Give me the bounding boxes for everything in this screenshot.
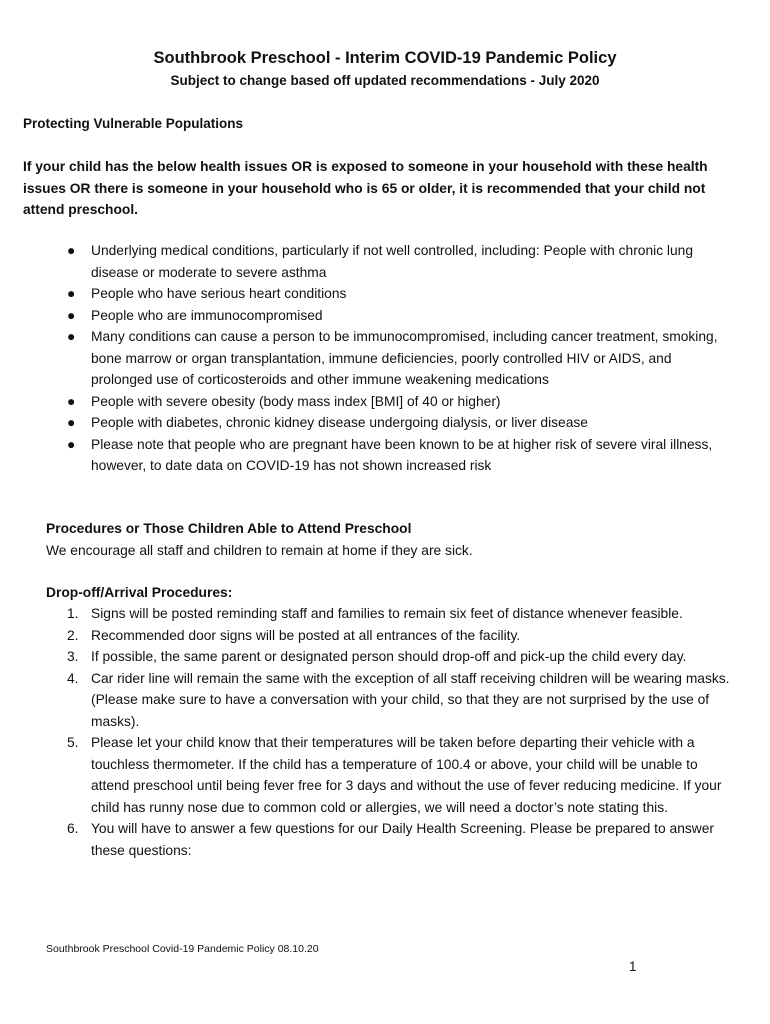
list-item-number: 2. (67, 627, 79, 643)
bullet-icon: ● (67, 307, 76, 323)
bullet-icon: ● (67, 393, 76, 409)
list-item-number: 1. (67, 606, 79, 621)
list-item (0, 240, 770, 283)
list-item-text: People who have serious heart conditions (91, 286, 347, 301)
vulnerable-populations-heading: Protecting Vulnerable Populations (23, 116, 244, 131)
bullet-icon: ● (67, 243, 76, 258)
list-item-text: Signs will be posted reminding staff and families to remain six feet of distance whenever feasible. (91, 606, 683, 621)
health-conditions-list (0, 240, 770, 477)
list-item-text: If possible, the same parent or designated person should drop-off and pick-up the child every day. (91, 649, 687, 664)
list-item-number: 3. (67, 649, 79, 664)
list-item-text: Car rider line will remain the same with the exception of all staff receiving children will be wearing masks. (Please make sure to have a conversation with your child, so that they are not surprised by the use of masks). (91, 670, 730, 729)
list-item-text: People who are immunocompromised (91, 307, 323, 323)
list-item-text: Underlying medical conditions, particularly if not well controlled, including: People with chronic lung disease or moderate to severe asthma (91, 243, 694, 280)
bullet-icon: ● (67, 329, 76, 344)
list-item-number: 4. (67, 670, 79, 686)
list-item-text: Recommended door signs will be posted at all entrances of the facility. (91, 627, 521, 643)
page-footer: Southbrook Preschool Covid-19 Pandemic Policy 08.10.20 (46, 943, 319, 955)
bullet-icon: ● (67, 436, 76, 452)
procedures-text: We encourage all staff and children to remain at home if they are sick. (46, 542, 473, 558)
dropoff-procedures-list (0, 603, 770, 861)
list-item-text: Many conditions can cause a person to be immunocompromised, including cancer treatment, smoking, bone marrow or organ transplantation, immune deficiencies, poorly controlled HIV or AIDS, and prolonged use of corticosteroids and other immune weakening medications (91, 329, 718, 387)
list-item (0, 603, 770, 625)
list-item-text: People with diabetes, chronic kidney disease undergoing dialysis, or liver disease (91, 415, 588, 430)
bullet-icon: ● (67, 415, 76, 430)
list-item-number: 6. (67, 821, 79, 836)
list-item (0, 668, 770, 733)
list-item (0, 818, 770, 861)
list-item (0, 391, 770, 413)
bullet-icon: ● (67, 286, 76, 301)
list-item-text: Please note that people who are pregnant have been known to be at higher risk of severe viral illness, however, to date data on COVID-19 has not shown increased risk (91, 436, 713, 473)
attendance-notice: If your child has the below health issues OR is exposed to someone in your household with these health issues OR there is someone in your household who is 65 or older, it is recommended that your child not attend preschool. (23, 159, 708, 217)
list-item-text: People with severe obesity (body mass index [BMI] of 40 or higher) (91, 393, 501, 409)
page-subtitle: Subject to change based off updated recommendations - July 2020 (170, 73, 600, 88)
list-item (0, 646, 770, 668)
procedures-heading: Procedures or Those Children Able to Attend Preschool (46, 521, 412, 536)
list-item (0, 434, 770, 477)
list-item-number: 5. (67, 735, 79, 750)
list-item (0, 326, 770, 391)
list-item (0, 732, 770, 818)
page-title: Southbrook Preschool - Interim COVID-19 Pandemic Policy (153, 49, 617, 67)
page-number: 1 (629, 959, 637, 974)
list-item (0, 625, 770, 647)
procedures-section (46, 518, 736, 561)
list-item (0, 412, 770, 434)
list-item (0, 283, 770, 305)
dropoff-heading: Drop-off/Arrival Procedures: (46, 585, 233, 600)
list-item (0, 305, 770, 327)
list-item-text: You will have to answer a few questions for our Daily Health Screening. Please be prepared to answer these questions: (91, 821, 715, 858)
list-item-text: Please let your child know that their temperatures will be taken before departing their vehicle with a touchless thermometer. If the child has a temperature of 100.4 or above, your child will be unable to attend preschool until being fever free for 3 days and without the use of fever reducing medicine. If your child has runny nose due to common cold or allergies, we will need a doctor’s note stating this. (91, 735, 722, 815)
